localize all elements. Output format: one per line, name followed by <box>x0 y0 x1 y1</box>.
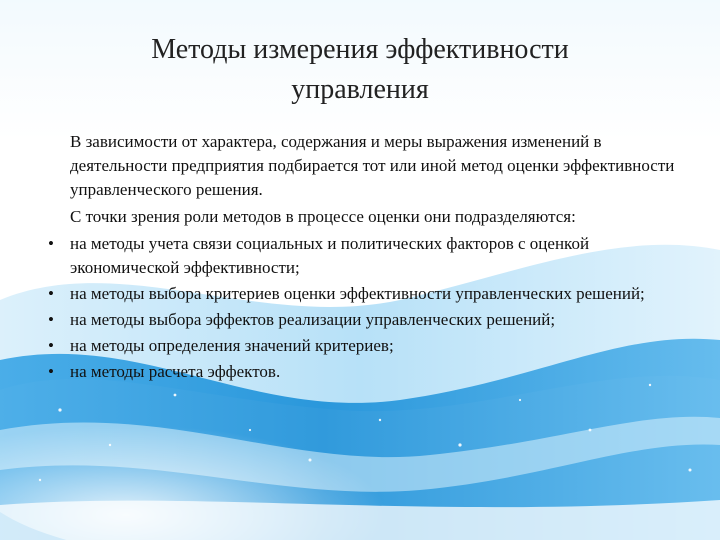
list-item <box>44 334 684 358</box>
bullet-icon: • <box>48 284 54 303</box>
classification-paragraph: С точки зрения роли методов в процессе оценки они подразделяются: <box>70 207 576 226</box>
title-line-2: управления <box>291 74 429 105</box>
bottom-fade <box>0 500 720 540</box>
list-item <box>44 308 684 332</box>
list-item <box>44 282 684 306</box>
list-item-text: на методы учета связи социальных и политических факторов с оценкой экономической эффективности; <box>70 234 590 277</box>
bullet-icon: • <box>48 362 54 381</box>
bullet-icon: • <box>48 234 54 253</box>
title-line-1: Методы измерения эффективности <box>151 34 569 65</box>
intro-paragraph: В зависимости от характера, содержания и меры выражения изменений в деятельности предприятия подбирается тот или иной метод оценки эффективности управленческого решения. <box>70 132 675 199</box>
list-item <box>44 360 684 384</box>
list-item-text: на методы расчета эффектов. <box>70 362 281 381</box>
bullet-icon: • <box>48 310 54 329</box>
list-item-text: на методы выбора критериев оценки эффективности управленческих решений; <box>70 284 645 303</box>
list-item-text: на методы выбора эффектов реализации управленческих решений; <box>70 310 556 329</box>
slide-title <box>60 30 660 110</box>
list-item <box>44 232 684 280</box>
slide-body <box>44 130 684 386</box>
methods-list <box>44 232 684 384</box>
bullet-icon: • <box>48 336 54 355</box>
list-item-text: на методы определения значений критериев; <box>70 336 394 355</box>
